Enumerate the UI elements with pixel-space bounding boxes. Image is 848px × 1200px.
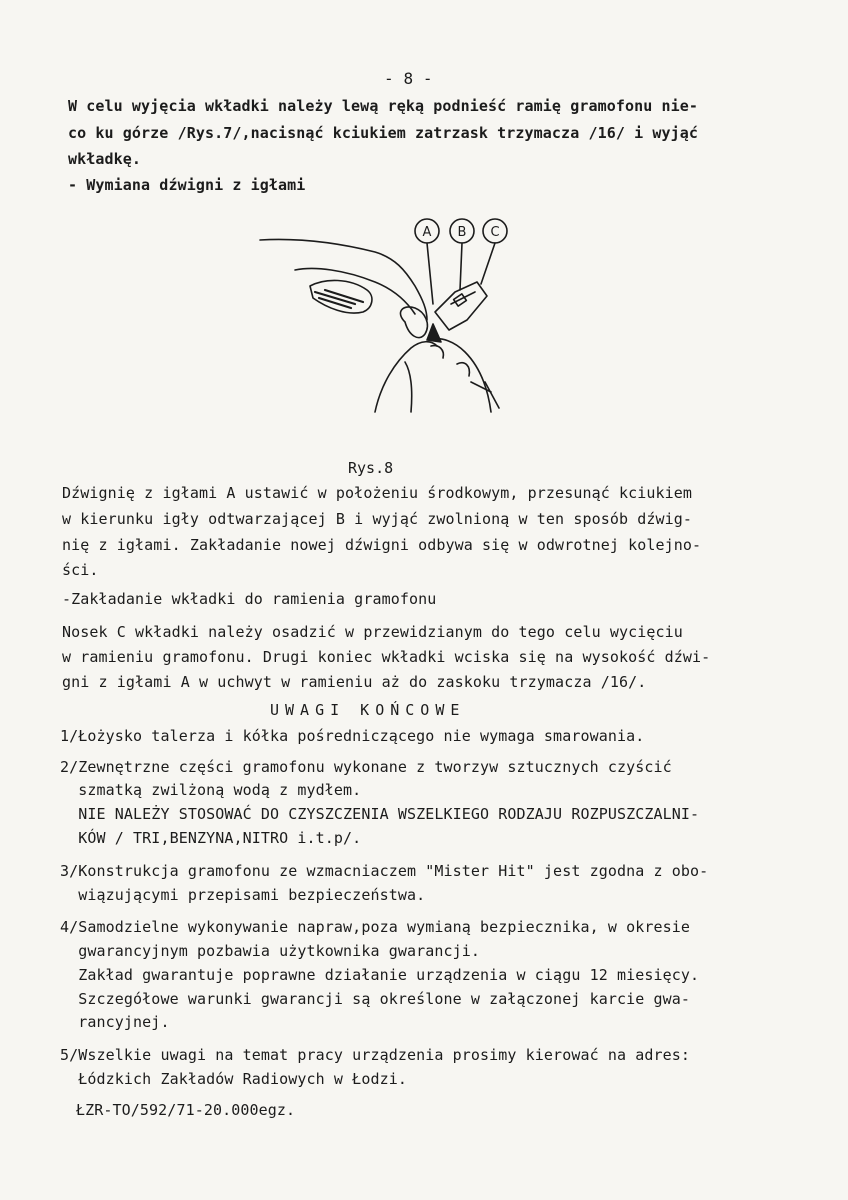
mount-text-line-2: w ramieniu gramofonu. Drugi koniec wkładki wciska się na wysokość dźwi- [62, 648, 711, 666]
label-b: B [457, 225, 467, 240]
footer-code: ŁZR-TO/592/71-20.000egz. [76, 1101, 296, 1119]
remark-2-line-4: KÓW / TRI,BENZYNA,NITRO i.t.p/. [60, 829, 362, 847]
remark-2-line-3: NIE NALEŻY STOSOWAĆ DO CZYSZCZENIA WSZELKIEGO RODZAJU ROZPUSZCZALNI- [60, 805, 700, 823]
remark-4-line-4: Szczegółowe warunki gwarancji są określone w załączonej karcie gwa- [60, 990, 691, 1008]
label-c: C [490, 225, 500, 240]
needle-text-line-4: ści. [62, 561, 99, 579]
remark-3-line-1: 3/Konstrukcja gramofonu ze wzmacniaczem "Mister Hit" jest zgodna z obo- [60, 862, 709, 880]
section-heading-needle: - Wymiana dźwigni z igłami [68, 176, 306, 194]
remarks-heading: UWAGI KOŃCOWE [270, 701, 466, 719]
remark-4-line-2: gwarancyjnym pozbawia użytkownika gwarancji. [60, 942, 481, 960]
remark-3-line-2: wiązującymi przepisami bezpieczeństwa. [60, 886, 426, 904]
intro-line-3: wkładkę. [68, 150, 142, 168]
intro-line-1: W celu wyjęcia wkładki należy lewą ręką podnieść ramię gramofonu nie- [68, 97, 699, 115]
mount-text-line-3: gni z igłami A w uchwyt w ramieniu aż do zaskoku trzymacza /16/. [62, 673, 647, 691]
label-a: A [422, 225, 432, 240]
needle-text-line-3: nię z igłami. Zakładanie nowej dźwigni odbywa się w odwrotnej kolejno- [62, 536, 702, 554]
remark-1-line-1: 1/Łożysko talerza i kółka pośredniczącego nie wymaga smarowania. [60, 727, 645, 745]
page-number: - 8 - [384, 69, 433, 88]
remark-2-line-1: 2/Zewnętrzne części gramofonu wykonane z tworzyw sztucznych czyścić [60, 758, 672, 776]
remark-5-line-2: Łódzkich Zakładów Radiowych w Łodzi. [60, 1070, 407, 1088]
mount-text-line-1: Nosek C wkładki należy osadzić w przewidzianym do tego celu wycięciu [62, 623, 683, 641]
remark-4-line-5: rancyjnej. [60, 1013, 170, 1031]
needle-text-line-1: Dźwignię z igłami A ustawić w położeniu środkowym, przesunąć kciukiem [62, 484, 693, 502]
remark-4-line-3: Zakład gwarantuje poprawne działanie urządzenia w ciągu 12 miesięcy. [60, 966, 700, 984]
needle-lever-illustration [255, 212, 520, 417]
needle-text-line-2: w kierunku igły odtwarzającej B i wyjąć zwolnioną w ten sposób dźwig- [62, 510, 693, 528]
section-heading-mount: -Zakładanie wkładki do ramienia gramofonu [62, 590, 437, 608]
remark-5-line-1: 5/Wszelkie uwagi na temat pracy urządzenia prosimy kierować na adres: [60, 1046, 691, 1064]
remark-4-line-1: 4/Samodzielne wykonywanie napraw,poza wymianą bezpiecznika, w okresie [60, 918, 691, 936]
figure-caption: Rys.8 [348, 459, 394, 477]
remark-2-line-2: szmatką zwilżoną wodą z mydłem. [60, 781, 362, 799]
intro-line-2: co ku górze /Rys.7/,nacisnąć kciukiem zatrzask trzymacza /16/ i wyjąć [68, 124, 699, 142]
